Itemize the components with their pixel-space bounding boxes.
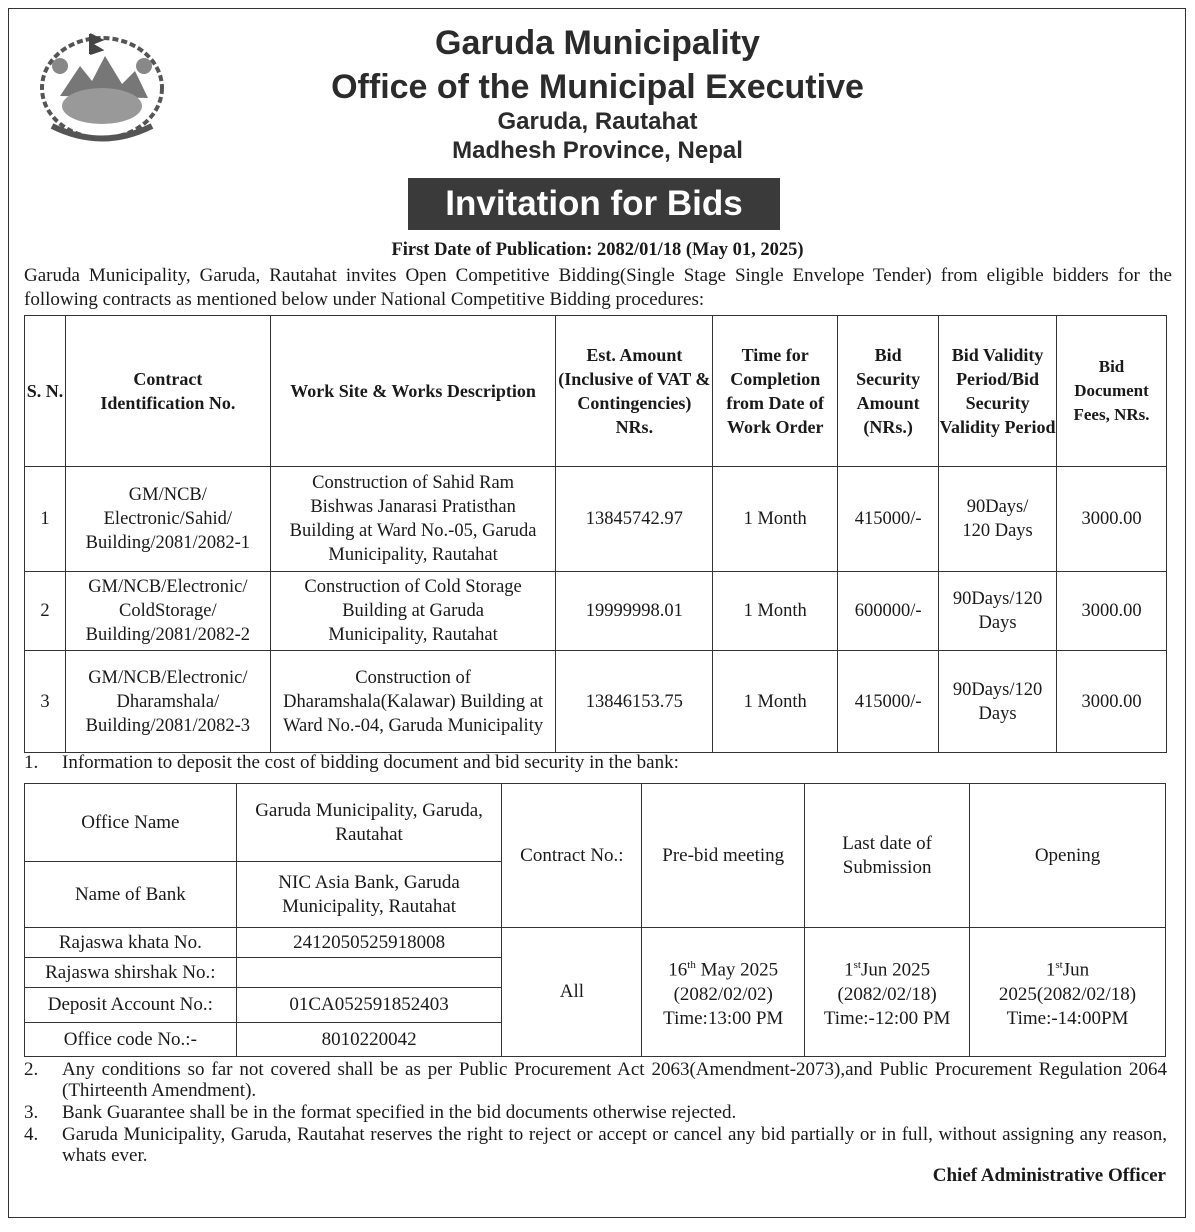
note-number: 2. <box>24 1059 39 1080</box>
intro-paragraph: Garuda Municipality, Garuda, Rautahat invites Open Competitive Bidding(Single Stage Single Envelope Tender) from eligible bidders for the following contracts as mentioned below under National Competitive Bidding procedures: <box>24 265 1172 310</box>
submission-label: Last date of Submission <box>805 784 970 928</box>
cell-contract-id: GM/NCB/ Electronic/Sahid/ Building/2081/2082-1 <box>65 467 270 572</box>
contracts-table <box>24 315 1167 753</box>
cell-time: 1 Month <box>713 651 838 753</box>
province-line: Madhesh Province, Nepal <box>452 137 743 164</box>
col-header-est-amount: Est. Amount (Inclusive of VAT & Contingencies) NRs. <box>556 316 713 467</box>
list-item <box>24 1124 1167 1166</box>
contract-no-label: Contract No.: <box>502 784 642 928</box>
note-number: 3. <box>24 1102 39 1123</box>
submission-rest: Jun 2025 <box>860 959 931 981</box>
location-line: Garuda, Rautahat <box>497 108 698 135</box>
note-number: 4. <box>24 1124 39 1145</box>
submission-sup: st <box>853 959 861 972</box>
cell-bid-security: 415000/- <box>838 467 939 572</box>
cell-work-site: Construction of Cold Storage Building at Garuda Municipality, Rautahat <box>270 572 556 651</box>
cell-sn: 2 <box>25 572 66 651</box>
col-header-bid-security: Bid Security Amount (NRs.) <box>838 316 939 467</box>
note-text: Any conditions so far not covered shall be as per Public Procurement Act 2063(Amendment-2073),and Public Procurement Regulation 2064 (Thirteenth Amendment). <box>62 1059 1167 1101</box>
office-name-label: Office Name <box>25 784 237 862</box>
publication-value: : 2082/01/18 (May 01, 2025) <box>586 240 804 260</box>
khata-value: 2412050525918008 <box>236 928 502 958</box>
opening-sup: st <box>1055 959 1063 972</box>
submission-time: Time:-12:00 PM <box>823 1007 951 1029</box>
prebid-time: Time:13:00 PM <box>663 1007 784 1029</box>
opening-label: Opening <box>970 784 1166 928</box>
bank-info-table <box>24 783 1166 1057</box>
col-header-sn: S. N. <box>25 316 66 467</box>
office-title: Office of the Municipal Executive <box>331 68 864 106</box>
office-code-label: Office code No.:- <box>25 1023 237 1057</box>
list-item <box>24 1102 1167 1123</box>
note-1 <box>24 752 679 774</box>
bank-name-value: NIC Asia Bank, Garuda Municipality, Rautahat <box>236 862 502 928</box>
cell-time: 1 Month <box>713 467 838 572</box>
shirshak-value <box>236 958 502 988</box>
cell-bid-security: 600000/- <box>838 572 939 651</box>
submission-bs: (2082/02/18) <box>837 983 937 1005</box>
cell-fees: 3000.00 <box>1057 467 1167 572</box>
col-header-time: Time for Completion from Date of Work Order <box>713 316 838 467</box>
table-row <box>25 651 1167 753</box>
col-header-contract-id: Contract Identification No. <box>65 316 270 467</box>
publication-label: First Date of Publication <box>391 240 587 260</box>
opening-rest: Jun <box>1062 959 1090 981</box>
cell-contract-id: GM/NCB/Electronic/ ColdStorage/ Building/2081/2082-2 <box>65 572 270 651</box>
cell-bid-security: 415000/- <box>838 651 939 753</box>
cell-fees: 3000.00 <box>1057 651 1167 753</box>
table-row <box>25 572 1167 651</box>
submission-value <box>805 928 970 1057</box>
opening-time: Time:-14:00PM <box>1006 1007 1129 1029</box>
opening-value <box>970 928 1166 1057</box>
prebid-sup: th <box>687 959 696 972</box>
notes-list <box>24 1059 1167 1167</box>
cell-time: 1 Month <box>713 572 838 651</box>
submission-day: 1 <box>844 959 854 981</box>
cell-sn: 1 <box>25 467 66 572</box>
cell-validity: 90Days/120 Days <box>939 572 1057 651</box>
signature: Chief Administrative Officer <box>932 1165 1166 1186</box>
cell-est-amount: 19999998.01 <box>556 572 713 651</box>
prebid-value <box>642 928 805 1057</box>
prebid-bs: (2082/02/02) <box>673 983 773 1005</box>
col-header-fees: Bid Document Fees, NRs. <box>1057 316 1167 467</box>
opening-day: 1 <box>1045 959 1056 981</box>
cell-est-amount: 13845742.97 <box>556 467 713 572</box>
note-number: 1. <box>24 752 39 773</box>
municipality-title: Garuda Municipality <box>435 24 760 62</box>
cell-validity: 90Days/120 Days <box>939 651 1057 753</box>
cell-validity: 90Days/ 120 Days <box>939 467 1057 572</box>
contract-no-value: All <box>502 928 642 1057</box>
bank-name-label: Name of Bank <box>25 862 237 928</box>
list-item <box>24 1059 1167 1101</box>
table-header-row <box>25 316 1167 467</box>
khata-label: Rajaswa khata No. <box>25 928 237 958</box>
notice-banner: Invitation for Bids <box>408 178 780 230</box>
cell-sn: 3 <box>25 651 66 753</box>
prebid-day: 16 <box>668 959 688 981</box>
deposit-label: Deposit Account No.: <box>25 988 237 1023</box>
col-header-work-site: Work Site & Works Description <box>270 316 556 467</box>
prebid-rest: May 2025 <box>695 959 779 981</box>
cell-est-amount: 13846153.75 <box>556 651 713 753</box>
office-name-value: Garuda Municipality, Garuda, Rautahat <box>236 784 502 862</box>
cell-work-site: Construction of Sahid Ram Bishwas Janarasi Pratisthan Building at Ward No.-05, Garuda Municipality, Rautahat <box>270 467 556 572</box>
prebid-label: Pre-bid meeting <box>642 784 805 928</box>
col-header-validity: Bid Validity Period/Bid Security Validity Period <box>939 316 1057 467</box>
cell-contract-id: GM/NCB/Electronic/ Dharamshala/ Building/2081/2082-3 <box>65 651 270 753</box>
note-text: Garuda Municipality, Garuda, Rautahat reserves the right to reject or accept or cancel any bid partially or in full, without assigning any reason, whats ever. <box>62 1124 1167 1166</box>
shirshak-label: Rajaswa shirshak No.: <box>25 958 237 988</box>
note-text: Bank Guarantee shall be in the format specified in the bid documents otherwise rejected. <box>62 1102 737 1123</box>
publication-date <box>0 240 1195 261</box>
note-text: Information to deposit the cost of bidding document and bid security in the bank: <box>62 752 679 773</box>
deposit-value: 01CA052591852403 <box>236 988 502 1023</box>
opening-bs: 2025(2082/02/18) <box>998 983 1137 1005</box>
cell-work-site: Construction of Dharamshala(Kalawar) Building at Ward No.-04, Garuda Municipality <box>270 651 556 753</box>
office-code-value: 8010220042 <box>236 1023 502 1057</box>
table-row <box>25 467 1167 572</box>
cell-fees: 3000.00 <box>1057 572 1167 651</box>
